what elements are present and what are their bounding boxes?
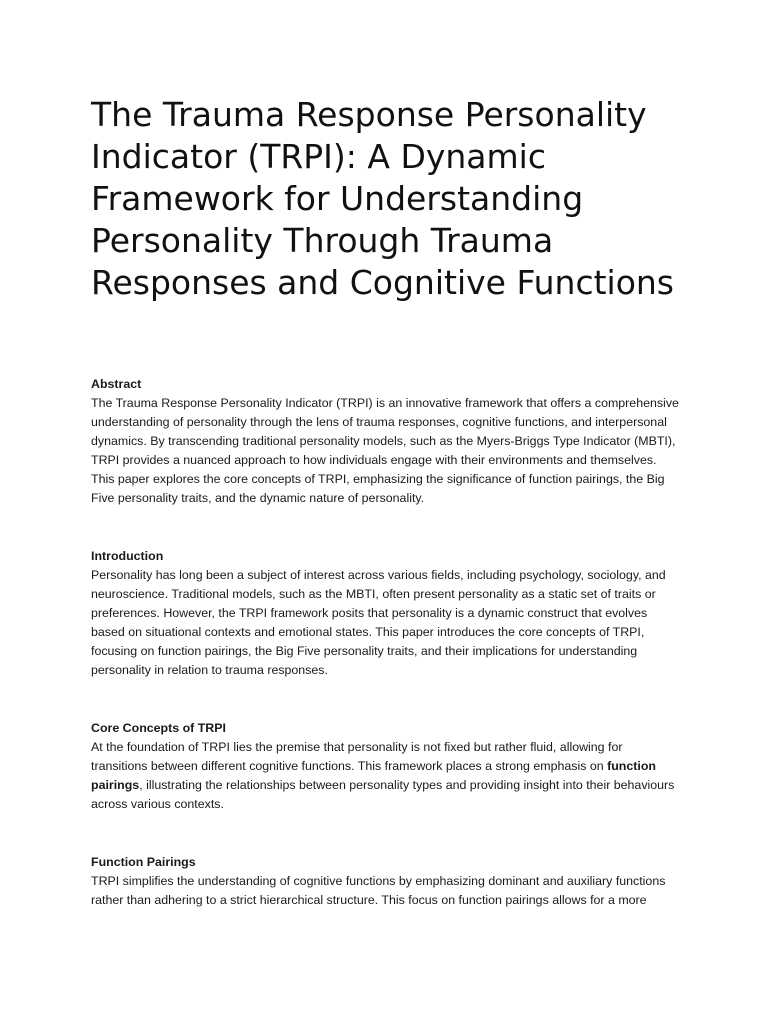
- bold-term-function-pairings: function pairings: [91, 759, 656, 792]
- section-introduction: [91, 547, 681, 680]
- section-body-function-pairings: TRPI simplifies the understanding of cognitive functions by emphasizing dominant and auxiliary functions rather than adhering to a strict hierarchical structure. This focus on function pairings allows for a more: [91, 874, 666, 907]
- body-text-part: At the foundation of TRPI lies the premise that personality is not fixed but rather fluid, allowing for transitions between different cognitive functions. This framework places a strong emphasis on: [91, 740, 623, 773]
- section-abstract: [91, 375, 681, 508]
- section-core-concepts: [91, 719, 681, 814]
- section-heading-core-concepts: Core Concepts of TRPI: [91, 721, 226, 735]
- body-text-part: , illustrating the relationships between personality types and providing insight into their behaviours across various contexts.: [91, 778, 675, 811]
- section-body-introduction: Personality has long been a subject of interest across various fields, including psychology, sociology, and neuroscience. Traditional models, such as the MBTI, often present personality as a static set of traits or preferences. However, the TRPI framework posits that personality is a dynamic construct that evolves based on situational contexts and emotional states. This paper introduces the core concepts of TRPI, focusing on function pairings, the Big Five personality traits, and their implications for understanding personality in relation to trauma responses.: [91, 568, 666, 677]
- section-heading-introduction: Introduction: [91, 549, 164, 563]
- section-heading-function-pairings: Function Pairings: [91, 855, 196, 869]
- paper-title: The Trauma Response Personality Indicator (TRPI): A Dynamic Framework for Understanding Personality Through Trauma Responses and Cognitive Functions: [91, 95, 674, 302]
- section-heading-abstract: Abstract: [91, 377, 142, 391]
- section-body-core-concepts: [91, 738, 681, 814]
- section-body-abstract: The Trauma Response Personality Indicator (TRPI) is an innovative framework that offers a comprehensive understanding of personality through the lens of trauma responses, cognitive functions, and interpersonal dynamics. By transcending traditional personality models, such as the Myers-Briggs Type Indicator (MBTI), TRPI provides a nuanced approach to how individuals engage with their environments and themselves. This paper explores the core concepts of TRPI, emphasizing the significance of function pairings, the Big Five personality traits, and the dynamic nature of personality.: [91, 396, 679, 505]
- paper-content: [91, 375, 681, 949]
- section-function-pairings: [91, 853, 681, 910]
